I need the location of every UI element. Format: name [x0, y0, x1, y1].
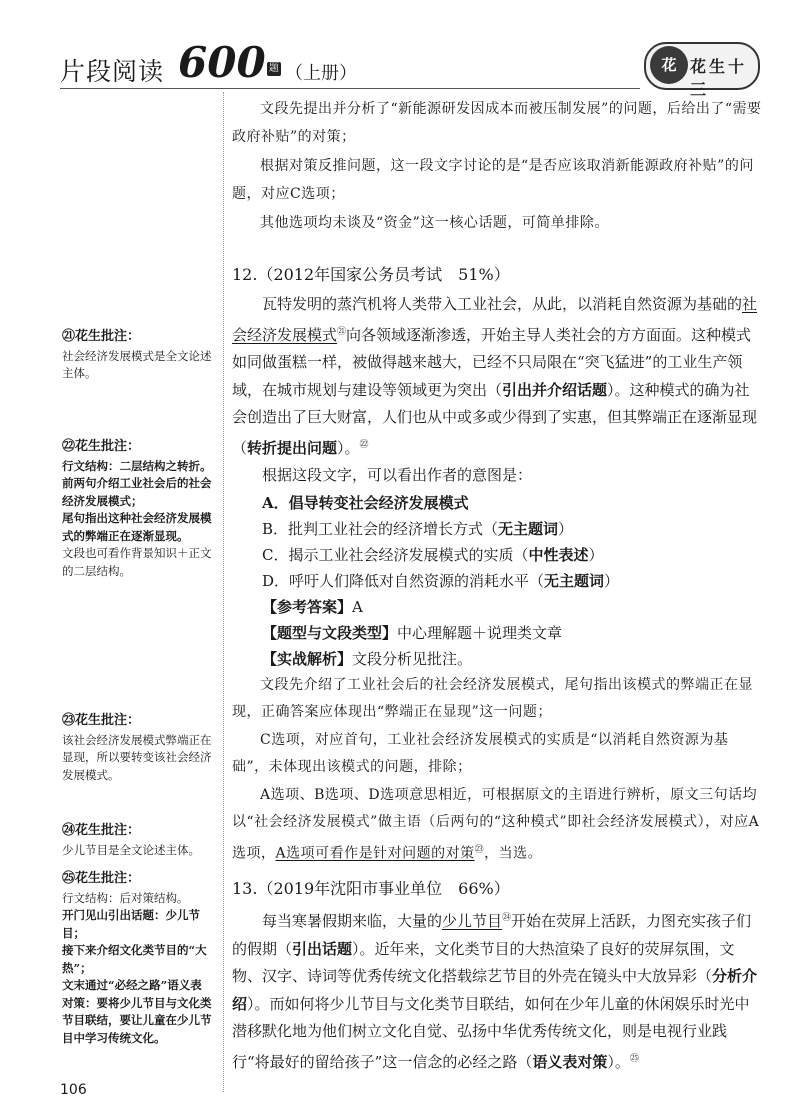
logo-circle: 花 — [650, 46, 688, 84]
analysis-line: 根据对策反推问题，这一段文字讨论的是“是否应该取消新能源政府补贴”的问题，对应C选项； — [232, 158, 754, 202]
question-heading: 13.（2019年沈阳市事业单位 66%） — [232, 879, 510, 898]
question-passage: 瓦特发明的蒸汽机将人类带入工业社会，从此，以消耗自然资源为基础的社会经济发展模式$^㉑$向各领域逐渐渗透，开始主导人类社会的方方面面。这种模式如同做蛋糕一样，被做得越来越大，已经不只局限在“突飞猛进”的工业生产领域，在城市规划与建设等领域更为突出（引出并介绍话题）。这种模式的确为社会创造出了巨大财富，人们也从中或多或少得到了实惠，但其弊端正在逐渐显现（转折提出问题）。$^㉒$ — [232, 295, 758, 457]
page-number: 106 — [60, 1082, 87, 1098]
note-marker: ㉔ — [502, 913, 512, 923]
note-marker: ㉒ — [359, 439, 369, 450]
option-a: A．倡导转变社会经济发展模式 — [262, 493, 469, 512]
sidenote-25: ㉕花生批注： 行文结构：后对策结构。 开门见山引出话题：少儿节目； 接下来介绍文化类节目的“大热”； 文末通过“必经之路”语义表对策：要将少儿节目与文化类节目联结，要让儿童在少儿节目中学习传统文化。 — [62, 871, 212, 1045]
sidenote-21: ㉑花生批注： 社会经济发展模式是全文论述主体。 — [62, 329, 212, 380]
question-passage: 每当寒暑假期来临，大量的少儿节目$^㉔$开始在荧屏上活跃，力图充实孩子们的假期（引出话题）。近年来，文化类节目的大热渲染了良好的荧屏氛围，文物、汉字、诗词等优秀传统文化搭载综艺节目的外壳在镜头中大放异彩（分析介绍）。而如何将少儿节目与文化类节目联结，如何在少年儿童的休闲娱乐时光中潜移默化地为他们树立文化自觉、弘扬中华优秀传统文化，则是电视行业践行“将最好的留给孩子”这一信念的必经之路（语义表对策）。$^㉕$ — [232, 912, 758, 1071]
option-c: C．揭示工业社会经济发展模式的实质（中性表述） — [262, 545, 604, 564]
reference-answer: 【参考答案】A — [262, 597, 363, 616]
question-stem: 根据这段文字，可以看出作者的意图是： — [262, 466, 533, 484]
column-divider — [223, 92, 224, 1092]
question-12 — [232, 262, 762, 868]
header-rule — [60, 88, 640, 89]
underlined-subject: 社会经济发展模式 — [232, 295, 758, 344]
question-13 — [232, 876, 762, 1076]
annotation-tag: 转折提出问题 — [247, 438, 338, 457]
page-header — [60, 38, 760, 99]
question-heading: 12.（2012年国家公务员考试 51%） — [232, 265, 510, 284]
brand-logo — [644, 42, 760, 99]
logo-text: 花生十三 — [690, 57, 748, 99]
analysis-heading: 【实战解析】文段分析见批注。 — [262, 649, 473, 668]
sidenote-24: ㉔花生批注： 少儿节目是全文论述主体。 — [62, 823, 200, 857]
note-marker: ㉑ — [337, 326, 347, 337]
explanation: 文段先介绍了工业社会后的社会经济发展模式，尾句指出该模式的弊端正在显现，正确答案应体现出“弊端正在显现”这一问题； — [232, 676, 753, 720]
underlined-subject: 少儿节目 — [442, 912, 503, 930]
book-volume: （上册） — [285, 63, 357, 84]
analysis-line: 文段先提出并分析了“新能源研发因成本而被压制发展”的问题，后给出了“需要政府补贴”的对策； — [232, 101, 762, 145]
book-number: 600 — [178, 38, 266, 87]
book-title: 片段阅读 — [60, 57, 165, 86]
option-b: B．批判工业社会的经济增长方式（无主题词） — [262, 519, 574, 538]
explanation: C选项，对应首句，工业社会经济发展模式的实质是“以消耗自然资源为基础”，未体现出该模式的问题，排除； — [232, 731, 729, 775]
annotation-tag: 引出并介绍话题 — [502, 380, 608, 399]
analysis-line: 其他选项均未谈及“资金”这一核心话题，可简单排除。 — [260, 215, 609, 231]
option-d: D．呼吁人们降低对自然资源的消耗水平（无主题词） — [262, 571, 620, 590]
explanation: A选项、B选项、D选项意思相近，可根据原文的主语进行辨析，原文三句话均以“社会经济发展模式”做主语（后两句的“这种模式”即社会经济发展模式），对应A选项，A选项可看作是针对问题的对策$^㉓$，当选。 — [232, 786, 760, 862]
book-ti-badge: 题 — [269, 63, 279, 74]
question-type: 【题型与文段类型】中心理解题＋说理类文章 — [262, 623, 563, 642]
sidenote-22: ㉒花生批注： 行文结构：二层结构之转折。 前两句介绍工业社会后的社会经济发展模式； 尾句指出这种社会经济发展模式的弊端正在逐渐显现。 文段也可看作背景知识＋正文的二层结构。 — [62, 439, 212, 578]
prev-answer-analysis — [232, 96, 762, 238]
sidenote-23: ㉓花生批注： 该社会经济发展模式弊端正在显现，所以要转变该社会经济发展模式。 — [62, 713, 212, 782]
